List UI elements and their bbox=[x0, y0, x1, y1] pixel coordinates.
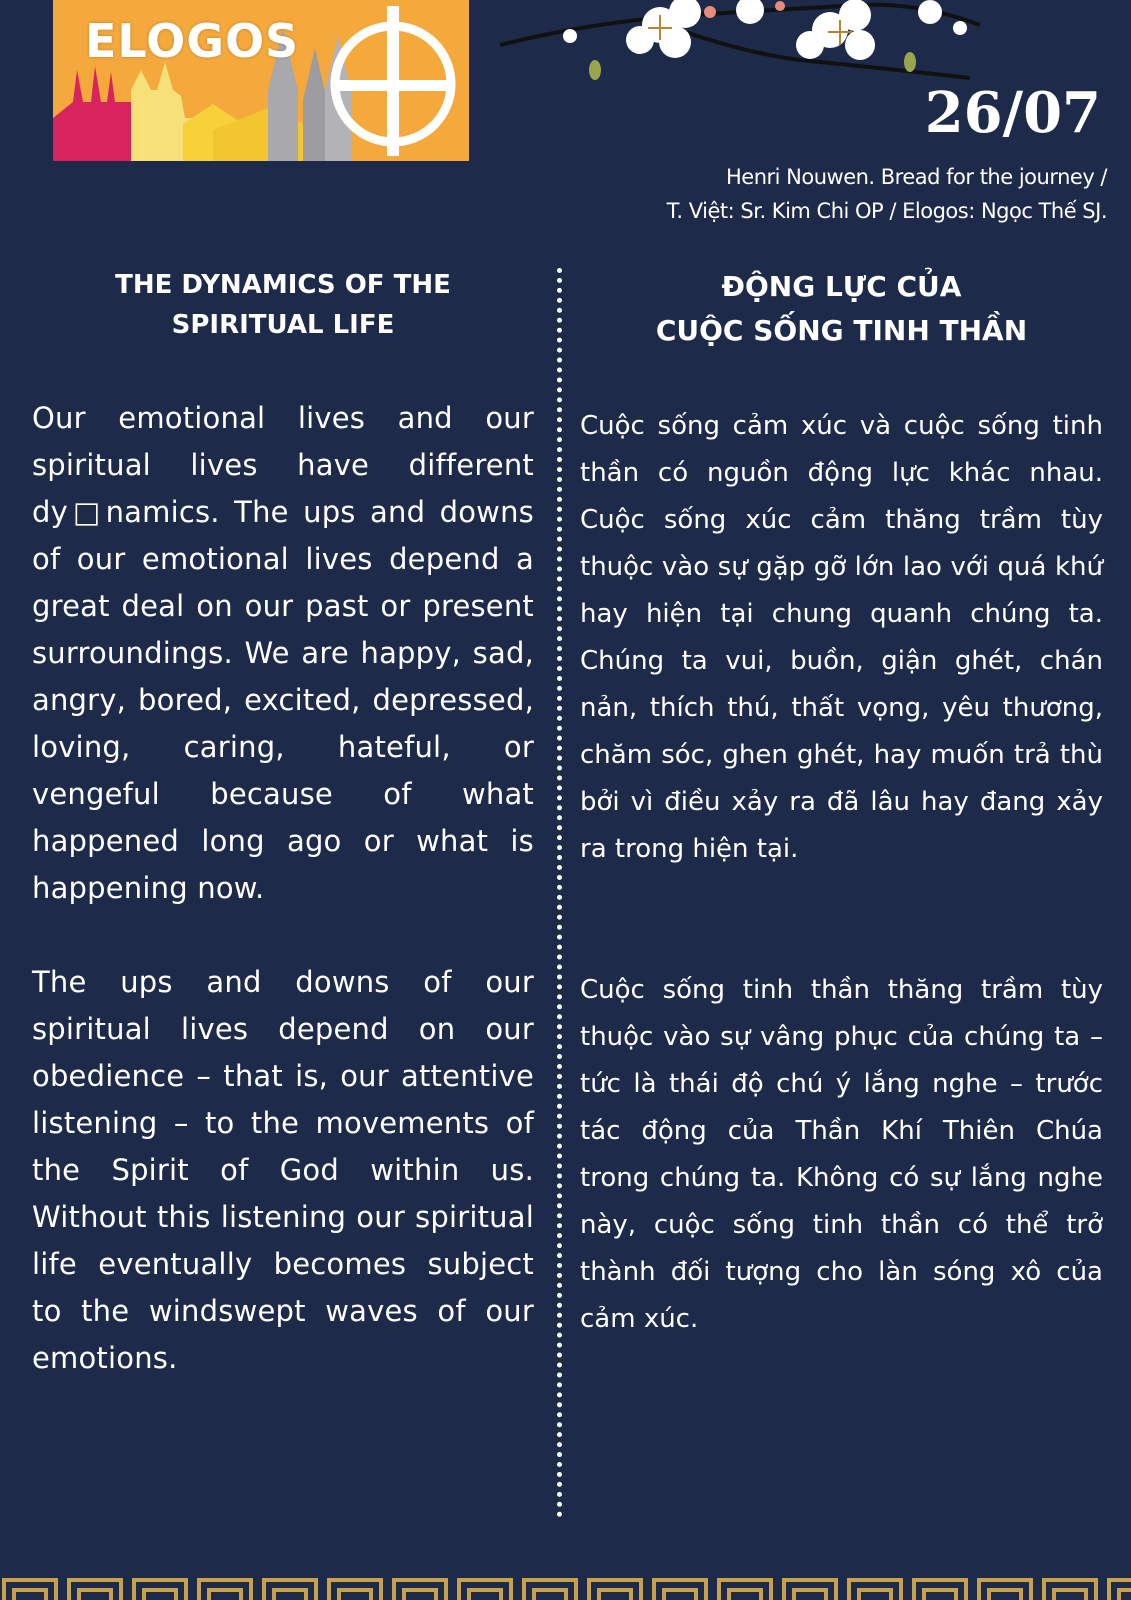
english-paragraph-2: The ups and downs of our spiritual lives depend on our obedience – that is, our attentive listening – to the movements of the Spirit of God within us. Without this listening our spiritual life eventually becomes subject to the windswept waves of our emotions. bbox=[32, 965, 534, 1375]
greek-key-segment bbox=[589, 1580, 641, 1600]
vietnamese-column bbox=[580, 265, 1103, 1343]
english-paragraph-1: Our emotional lives and our spiritual lives have different dy□namics. The ups and downs of our emotional lives depend a great deal on our past or present surroundings. We are happy, sad, angry, bored, excited, depressed, loving, caring, hateful, or vengeful because of what happened long ago or what is happening now. bbox=[32, 401, 534, 905]
greek-key-segment bbox=[654, 1580, 706, 1600]
credit-block bbox=[667, 160, 1107, 228]
greek-key-segment bbox=[459, 1580, 511, 1600]
greek-key-segment bbox=[1109, 1580, 1131, 1600]
english-title bbox=[32, 265, 534, 345]
greek-key-segment bbox=[134, 1580, 186, 1600]
greek-key-segment bbox=[1044, 1580, 1096, 1600]
greek-key-segment bbox=[849, 1580, 901, 1600]
greek-key-segment bbox=[524, 1580, 576, 1600]
vietnamese-title-line-1: ĐỘNG LỰC CỦA bbox=[721, 270, 962, 303]
greek-key-segment bbox=[719, 1580, 771, 1600]
vietnamese-title-line-2: CUỘC SỐNG TINH THẦN bbox=[655, 314, 1028, 347]
brand-name: ELOGOS bbox=[85, 14, 300, 68]
credit-line-1: Henri Nouwen. Bread for the journey / bbox=[725, 165, 1107, 189]
english-title-line-2: SPIRITUAL LIFE bbox=[171, 310, 395, 340]
english-title-line-1: THE DYNAMICS OF THE bbox=[115, 270, 451, 300]
greek-key-segment bbox=[69, 1580, 121, 1600]
greek-key-segment bbox=[979, 1580, 1031, 1600]
greek-key-segment bbox=[264, 1580, 316, 1600]
column-divider bbox=[557, 268, 562, 1518]
greek-key-border bbox=[0, 1574, 1131, 1600]
vietnamese-title bbox=[580, 265, 1103, 353]
english-column bbox=[32, 265, 534, 1382]
date-label: 26/07 bbox=[924, 80, 1101, 146]
greek-key-segment bbox=[914, 1580, 966, 1600]
greek-key-segment bbox=[4, 1580, 56, 1600]
vietnamese-paragraph-1: Cuộc sống cảm xúc và cuộc sống tinh thần có nguồn động lực khác nhau. Cuộc sống xúc cảm thăng trầm tùy thuộc vào sự gặp gỡ lớn lao với quá khứ hay hiện tại chung quanh chúng ta. Chúng ta vui, buồn, giận ghét, chán nản, thích thú, thất vọng, yêu thương, chăm sóc, ghen ghét, hay muốn trả thù bởi vì điều xảy ra đã lâu hay đang xảy ra trong hiện tại. bbox=[580, 411, 1103, 864]
elogos-logo bbox=[53, 0, 469, 161]
greek-key-segment bbox=[199, 1580, 251, 1600]
credit-line-2: T. Việt: Sr. Kim Chi OP / Elogos: Ngọc Thế SJ. bbox=[666, 199, 1107, 223]
vietnamese-paragraph-2: Cuộc sống tinh thần thăng trầm tùy thuộc vào sự vâng phục của chúng ta – tức là thái độ chú ý lắng nghe – trước tác động của Thần Khí Thiên Chúa trong chúng ta. Không có sự lắng nghe này, cuộc sống tinh thần có thể trở thành đối tượng cho làn sóng xô của cảm xúc. bbox=[580, 975, 1103, 1334]
greek-key-segment bbox=[394, 1580, 446, 1600]
greek-key-segment bbox=[329, 1580, 381, 1600]
greek-key-segment bbox=[784, 1580, 836, 1600]
